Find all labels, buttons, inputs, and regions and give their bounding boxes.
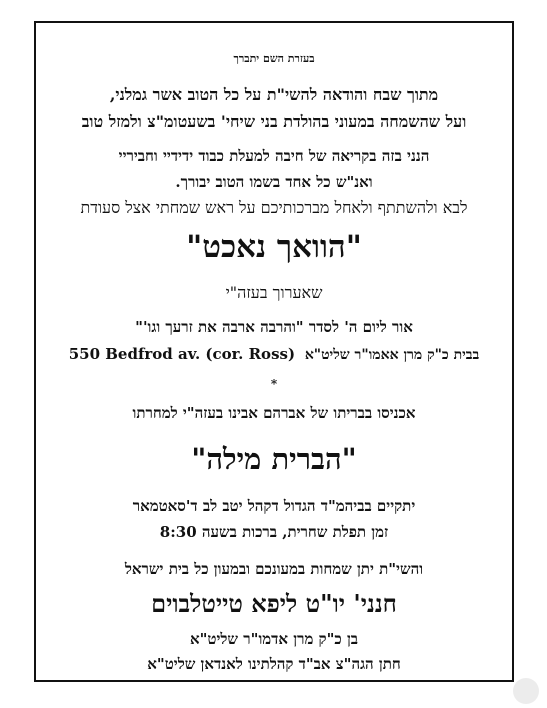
event1-place (42, 345, 506, 364)
event1-date: אור ליום ה' לסדר "והרבה ארבה את זרעך וגו'" (135, 318, 413, 336)
intro-line-4: ואנ"ש כל אחד בשמו הטוב יבורך. (175, 173, 373, 191)
event1-when: שאערוך בעזה"י (225, 283, 323, 302)
header-blessing: בעזרת השם יתברך (233, 52, 315, 65)
event2-title: "הברית מילה" (191, 442, 357, 476)
event2-time-text: זמן תפלת שחרית, ברכות בשעה (201, 523, 389, 541)
invitation-content (36, 23, 512, 680)
event1-title: "הוואך נאכט" (186, 229, 362, 265)
closing-wish: והשי"ת יתן שמחות במעונכם ובמעון כל בית ישראל (124, 560, 424, 578)
intro-line-1: מתוך שבח והודאה להשי"ת על כל הטוב אשר גמלני, (109, 85, 439, 104)
event1-place-address: 550 Bedfrod av. (cor. Ross) (68, 345, 296, 363)
invitation-frame (34, 21, 514, 682)
event2-place: יתקיים בביהמ"ד הגדול דקהל יטב לב ד'סאטמאר (132, 497, 416, 515)
signer-line-2: חתן הגה"צ אב"ד קהלתינו לאנדאן שליט"א (147, 655, 401, 673)
signer-name: חנני' יו"ט ליפא טייטלבוים (151, 589, 397, 618)
intro-line-3: הנני בזה בקריאה של חיבה למעלת כבוד ידידיי וחביריי (118, 147, 430, 165)
event2-time-value: 8:30 (159, 523, 197, 541)
event2-time (42, 523, 506, 542)
event2-intro: אכניסו בבריתו של אברהם אבינו בעזה"י למחרתו (132, 404, 416, 422)
signer-line-1: בן כ"ק מרן אדמו"ר שליט"א (189, 630, 359, 648)
intro-line-2: ועל שהשמחה במעוני בהולדת בני שיחי' בשעטומ"צ ולמזל טוב (81, 112, 467, 131)
event1-place-text: בבית כ"ק מרן אאמו"ר שליט"א (304, 347, 480, 363)
intro-line-5: לבא ולהשתתף ולאחל מברכותיכם על ראש שמחתי אצל סעודת (80, 198, 468, 217)
separator-asterisk: * (270, 377, 278, 391)
watermark-logo (513, 678, 539, 704)
